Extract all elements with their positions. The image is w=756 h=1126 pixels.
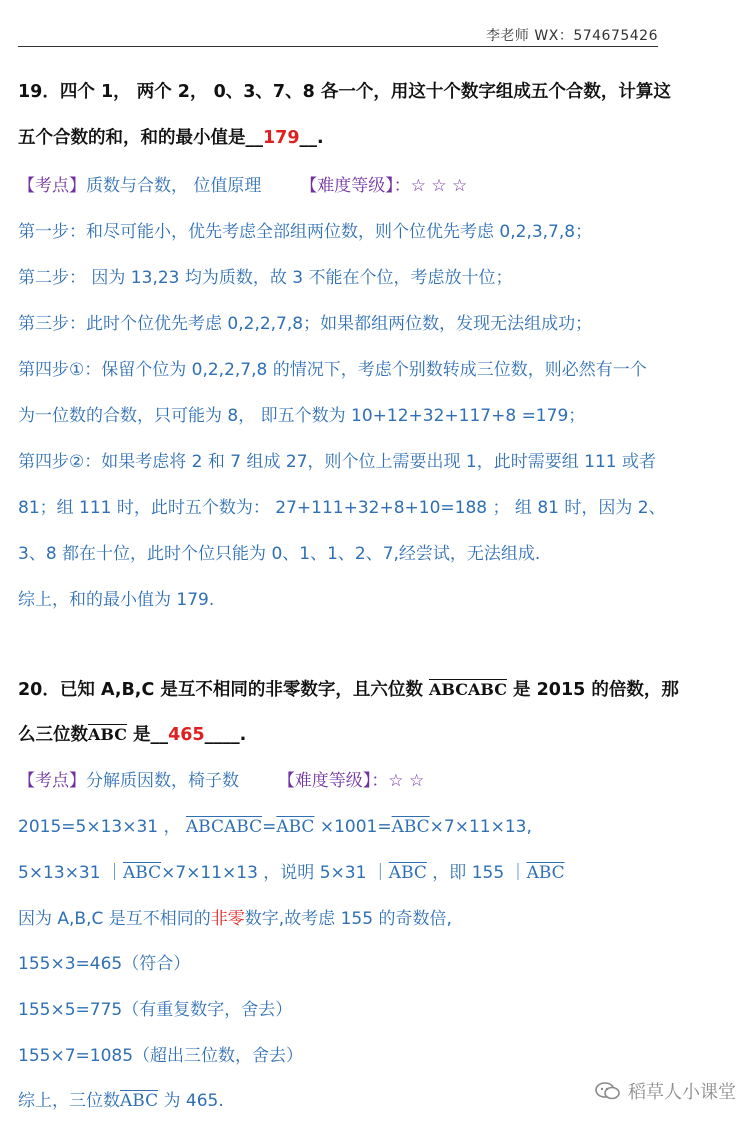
q20-case-3: 155×3=465（符合） bbox=[18, 954, 191, 974]
watermark-text: 稻草人小课堂 bbox=[628, 1082, 736, 1103]
q20-kaodian: 【考点】分解质因数，椅子数 【难度等级】：☆ ☆ bbox=[18, 771, 425, 791]
q19-kaodian: 【考点】质数与合数， 位值原理 【难度等级】：☆ ☆ ☆ bbox=[18, 176, 468, 196]
q19-step4a-line2: 为一位数的合数，只可能为 8， 即五个数为 10+12+32+117+8 =179； bbox=[18, 406, 586, 426]
q19-title-line2: 五个合数的和，和的最小值是__179__. bbox=[18, 128, 324, 148]
q20-stars: ：☆ ☆ bbox=[371, 771, 425, 791]
q19-step4b-line3: 3、8 都在十位，此时个位只能为 0、1、1、2、7,经尝试，无法组成. bbox=[18, 544, 541, 564]
q19-title-line1: 19．四个 1， 两个 2， 0、3、7、8 各一个，用这十个数字组成五个合数，计算这 bbox=[18, 82, 671, 102]
q19-answer: 179 bbox=[263, 128, 300, 148]
q20-conclusion: 综上，三位数$\overline{ABC}$ 为 465. bbox=[18, 1091, 224, 1111]
q19-step4a-line1: 第四步①：保留个位为 0,2,2,7,8 的情况下，考虑个别数转成三位数，则必然有一个 bbox=[18, 360, 647, 380]
q19-step4b-line1: 第四步②：如果考虑将 2 和 7 组成 27，则个位上需要出现 1，此时需要组 111 或者 bbox=[18, 452, 656, 472]
q19-step2: 第二步： 因为 13,23 均为质数，故 3 不能在个位，考虑放十位； bbox=[18, 268, 513, 288]
q20-explain-2: 5×13×31 $|\overline{ABC}\times 7\times 11\times 13$ ，说明 5×31 $|\overline{ABC}$ ，即 155 $|\overline{ABC}$ bbox=[18, 863, 565, 883]
q20-explain-3: 因为 A,B,C 是互不相同的非零数字,故考虑 155 的奇数倍, bbox=[18, 909, 452, 929]
q20-case-7: 155×7=1085（超出三位数，舍去） bbox=[18, 1046, 304, 1066]
q20-title-line2: 么三位数$\overline{ABC}$ 是__465____. bbox=[18, 725, 247, 745]
nonzero-highlight: 非零 bbox=[210, 909, 245, 929]
q20-answer: 465 bbox=[168, 725, 205, 745]
wechat-icon bbox=[594, 1081, 622, 1101]
q19-step1: 第一步：和尽可能小，优先考虑全部组两位数，则个位优先考虑 0,2,3,7,8； bbox=[18, 222, 593, 242]
page-header bbox=[18, 22, 658, 47]
q19-stars: ：☆ ☆ ☆ bbox=[393, 176, 468, 196]
q20-explain-1: 2015=5×13×31 ， $ABCABC=\overline{ABC} \times 1001=\overline{ABC}\times 7\times 11\times 13$, bbox=[18, 817, 532, 837]
q19-step4b-line2: 81；组 111 时，此时五个数为： 27+111+32+8+10=188 ； 组 81 时，因为 2、 bbox=[18, 498, 666, 518]
q19-step3: 第三步：此时个位优先考虑 0,2,2,7,8；如果都组两位数，发现无法组成功； bbox=[18, 314, 593, 334]
watermark bbox=[594, 1078, 736, 1104]
q20-case-5: 155×5=775（有重复数字，舍去） bbox=[18, 1000, 293, 1020]
q19-conclusion: 综上，和的最小值为 179. bbox=[18, 590, 215, 610]
header-text: 李老师 WX：574675426 bbox=[485, 28, 658, 44]
q20-title-line1: 20．已知 A,B,C 是互不相同的非零数字，且六位数 ABCABC 是 2015 的倍数，那 bbox=[18, 680, 679, 700]
